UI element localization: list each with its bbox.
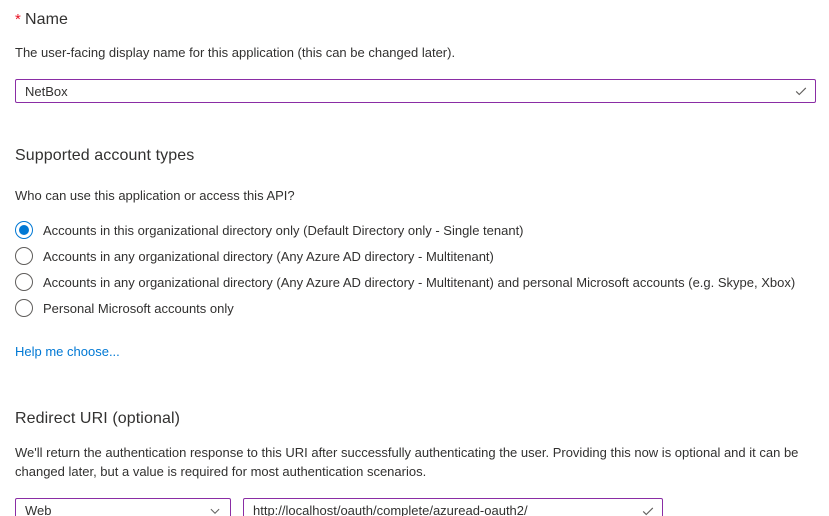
account-type-option-personal-only[interactable]: [15, 295, 816, 321]
chevron-down-icon: [209, 505, 221, 516]
valid-checkmark-icon: [641, 504, 655, 516]
redirect-uri-row: [15, 498, 816, 516]
radio-button[interactable]: [15, 273, 33, 291]
account-types-section-title: Supported account types: [15, 147, 195, 164]
radio-label: Accounts in any organizational directory (Any Azure AD directory - Multitenant): [43, 248, 494, 264]
redirect-uri-input[interactable]: [244, 499, 662, 516]
platform-select-value: Web: [25, 503, 52, 516]
redirect-uri-description: We'll return the authentication response to this URI after successfully authenticating the user. Providing this now is optional and it can be changed later, but a value is required for most authentication scenarios.: [15, 445, 799, 479]
radio-button[interactable]: [15, 221, 33, 239]
help-me-choose-link[interactable]: Help me choose...: [15, 344, 120, 359]
name-input[interactable]: [16, 80, 815, 102]
name-section-title: [15, 0, 816, 29]
name-title-text: Name: [24, 11, 69, 28]
radio-label: Accounts in any organizational directory (Any Azure AD directory - Multitenant) and personal Microsoft accounts (e.g. Skype, Xbox): [43, 274, 796, 290]
radio-button[interactable]: [15, 299, 33, 317]
account-type-option-multitenant[interactable]: [15, 243, 816, 269]
account-types-radio-group: [15, 217, 816, 321]
radio-label: Personal Microsoft accounts only: [43, 300, 234, 316]
account-types-question: Who can use this application or access this API?: [15, 188, 295, 203]
account-type-option-multitenant-personal[interactable]: [15, 269, 816, 295]
required-asterisk: *: [15, 11, 21, 28]
valid-checkmark-icon: [794, 84, 808, 98]
radio-label: Accounts in this organizational directory only (Default Directory only - Single tenant): [43, 222, 524, 238]
name-input-container: [15, 79, 816, 103]
platform-select[interactable]: [15, 498, 231, 516]
redirect-uri-section-title: Redirect URI (optional): [15, 410, 181, 427]
redirect-uri-input-container: [243, 498, 663, 516]
name-description: The user-facing display name for this application (this can be changed later).: [15, 45, 456, 60]
radio-button[interactable]: [15, 247, 33, 265]
account-type-option-single-tenant[interactable]: [15, 217, 816, 243]
